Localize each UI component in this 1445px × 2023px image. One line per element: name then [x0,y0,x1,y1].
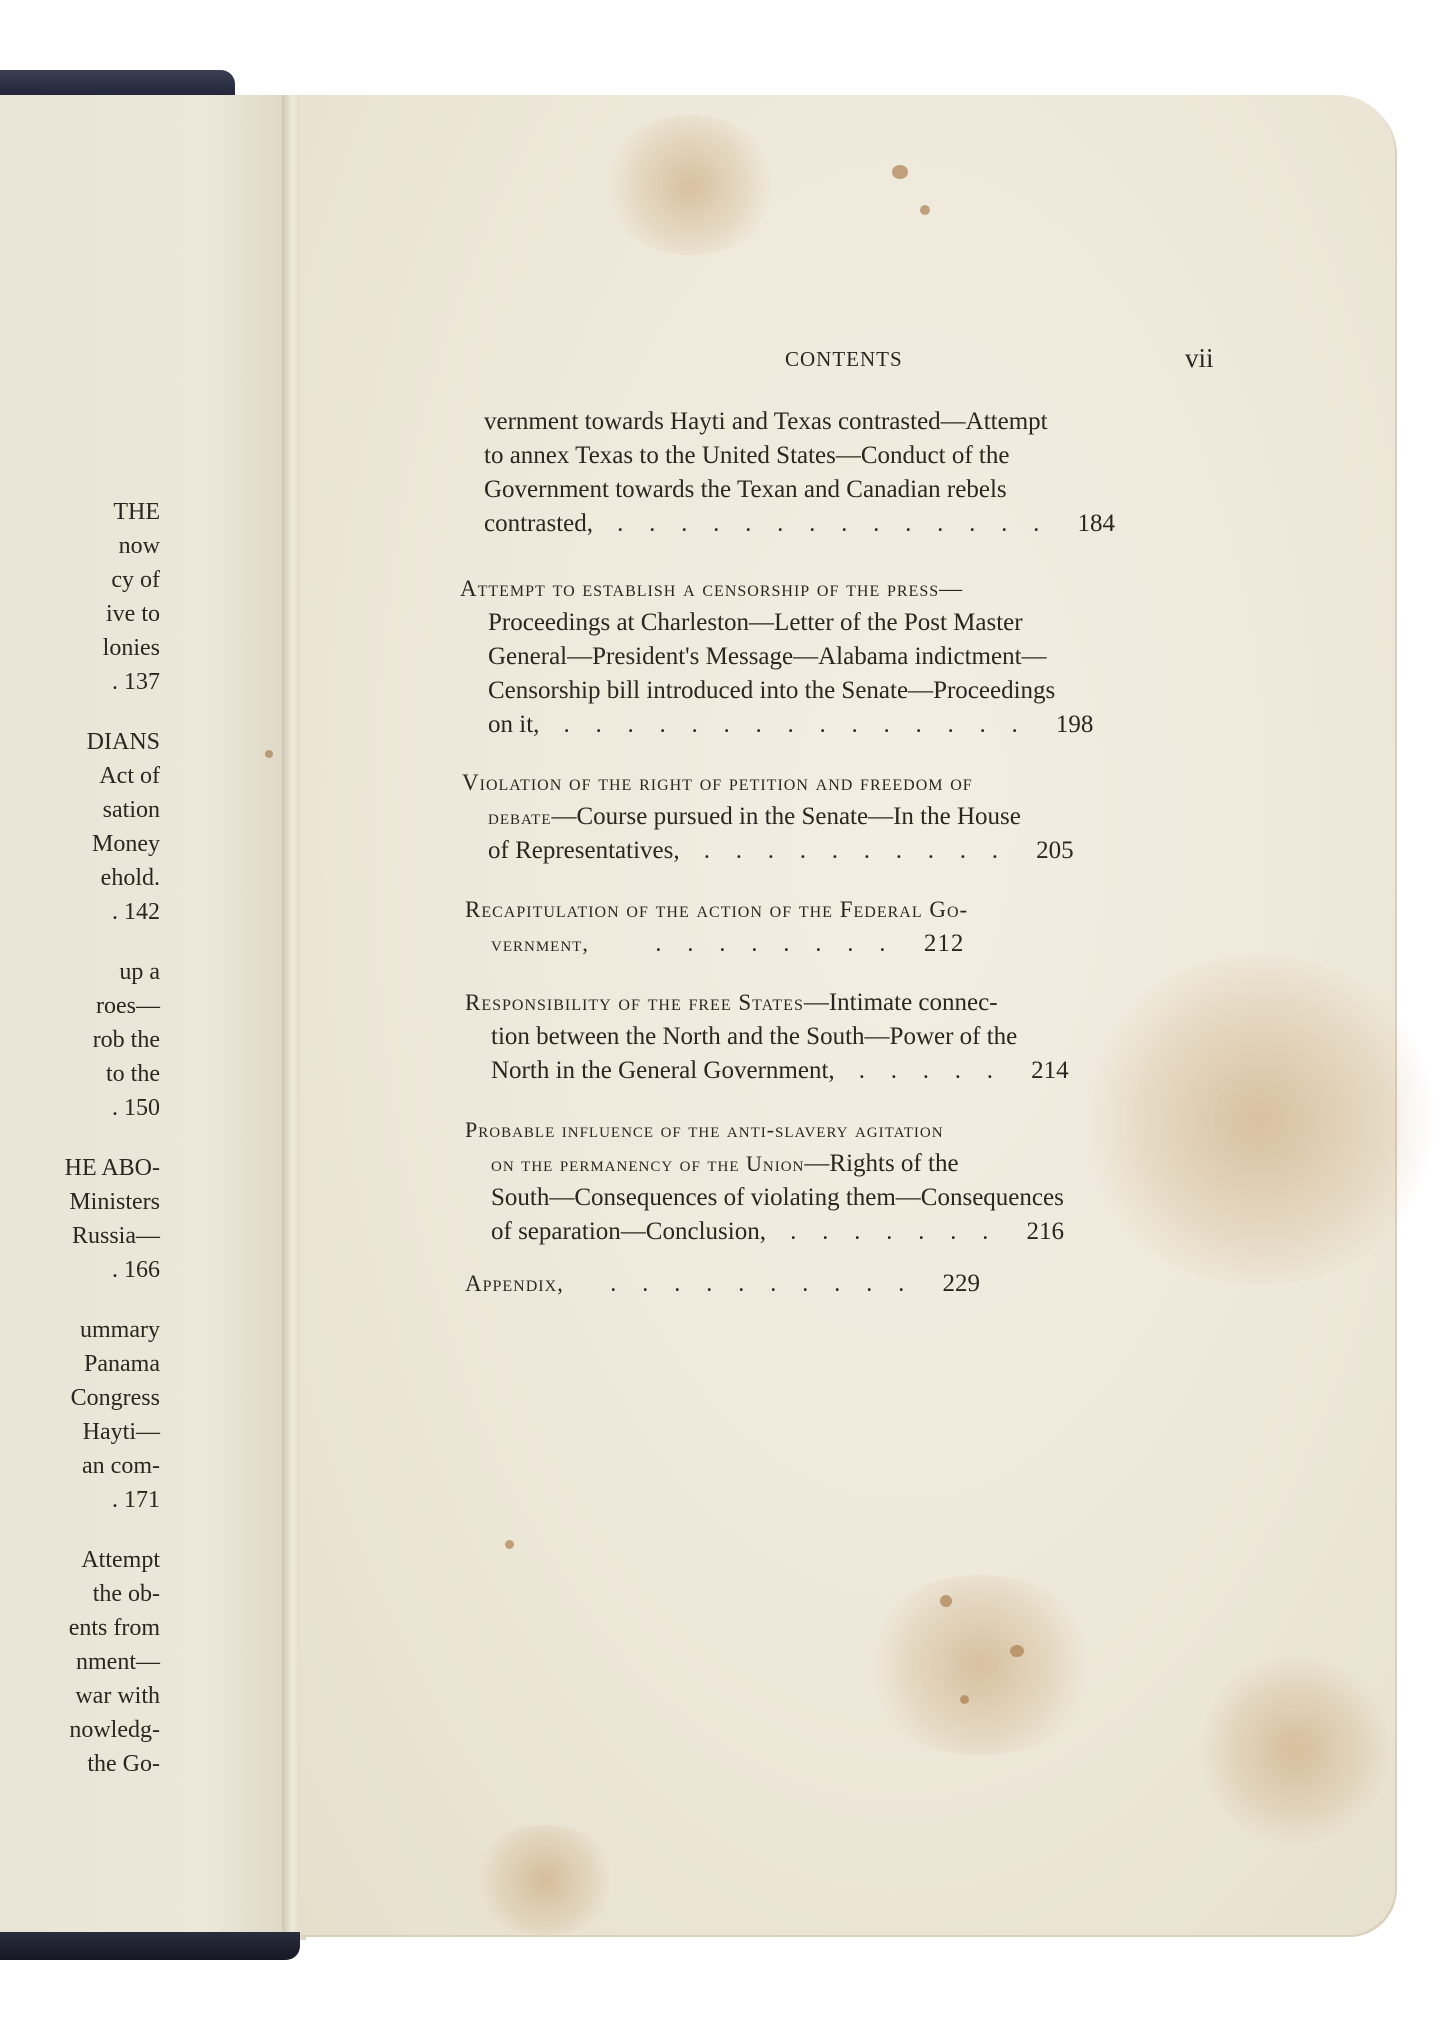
toc-leader-line [465,927,1223,961]
dot-leader: ............... [563,712,1044,738]
toc-line: debate—Course pursued in the Senate—In the House [488,803,1021,830]
left-page-line: Congress [70,1385,160,1411]
toc-leader-line [465,1215,1223,1249]
toc-entry [465,1267,1170,1301]
foxing-spot [940,1595,952,1607]
toc-entry [465,986,1170,1088]
left-page-line: sation [102,797,160,823]
left-page-line: Money [92,831,160,857]
dot-leader: .............. [617,511,1066,537]
left-page-line: war with [75,1683,160,1709]
running-head: CONTENTS [785,347,903,371]
dot-leader: ..... [858,1058,1019,1084]
left-page-line: HE ABO- [64,1155,160,1181]
toc-leader-line [460,708,1220,742]
foxing-spot [1010,1645,1024,1657]
foxing-stain [600,115,780,255]
toc-heading: Responsibility of the free States—Intimate connec- [465,989,998,1016]
toc-page-number: 214 [1031,1057,1069,1084]
left-page-line: roes— [96,993,160,1019]
toc-entry [484,405,1164,541]
dot-leader: ........ [655,931,912,957]
toc-line: on the permanency of the Union—Rights of the [491,1150,959,1177]
toc-last-text: of separation—Conclusion, [491,1218,766,1245]
toc-entry [465,893,1170,961]
left-page-line: Hayti— [82,1419,160,1445]
toc-line: tion between the North and the South—Power of the [491,1023,1018,1050]
toc-page-number: 205 [1036,837,1074,864]
left-page-line: . 137 [112,669,160,695]
left-page-line: nment— [76,1649,160,1675]
left-page-line: . 150 [112,1095,160,1121]
left-page-line: an com- [82,1453,160,1479]
toc-last-text: contrasted, [484,510,593,537]
toc-leader-line [462,834,1220,868]
dot-leader: .......... [610,1271,931,1297]
left-page-line: . 171 [112,1487,160,1513]
toc-leader-line [465,1054,1223,1088]
left-page-line: now [118,533,160,559]
left-page-line: Panama [84,1351,160,1377]
left-page-line: the Go- [87,1751,160,1777]
toc-line: Proceedings at Charleston—Letter of the Post Master [488,609,1023,636]
left-page-line: nowledg- [69,1717,160,1743]
toc-page-number: 212 [923,930,965,957]
left-page-line: . 142 [112,899,160,925]
toc-entry [460,572,1165,742]
left-page-text [0,495,160,1781]
line-gap [0,1287,160,1313]
dot-leader: .......... [703,838,1024,864]
book-cover-bottom-edge [0,1932,300,1960]
foxing-spot [265,750,273,758]
foxing-spot [892,165,908,179]
toc-line: to annex Texas to the United States—Conduct of the [484,442,1010,469]
toc-leader-line [465,1267,1223,1301]
toc-heading: Violation of the right of petition and freedom of [462,770,973,795]
line-gap [0,1125,160,1151]
toc-heading: Attempt to establish a censorship of the press— [460,576,964,601]
foxing-stain [470,1825,620,1935]
toc-page-number: 216 [1026,1218,1064,1245]
left-page [0,95,300,1940]
toc-last-text: of Representatives, [488,837,680,864]
left-page-line: . 166 [112,1257,160,1283]
toc-entry [465,1113,1170,1249]
toc-entry [462,766,1167,868]
foxing-stain [1200,1655,1390,1845]
left-page-line: lonies [102,635,160,661]
toc-page-number: 229 [942,1270,980,1297]
toc-line: South—Consequences of violating them—Consequences [491,1184,1064,1211]
left-page-line: ents from [68,1615,160,1641]
toc-last-text: North in the General Government, [491,1057,835,1084]
left-page-line: Attempt [81,1547,160,1573]
toc-page-number: 184 [1077,510,1115,537]
left-page-line: Russia— [71,1223,160,1249]
toc-page-number: 198 [1055,711,1094,738]
left-page-line: to the [106,1061,160,1087]
left-page-line: up a [119,959,160,985]
left-page-line: the ob- [92,1581,160,1607]
dot-leader: ....... [790,1219,1015,1245]
page-number: vii [1185,343,1214,373]
foxing-stain [860,1575,1100,1755]
toc-last-text: on it, [488,711,540,738]
left-page-line: ummary [80,1317,160,1343]
foxing-spot [960,1695,969,1704]
toc-leader-line [484,507,1219,541]
toc-line: Censorship bill introduced into the Senate—Proceedings [488,677,1056,704]
line-gap [0,699,160,725]
left-page-line: ehold. [100,865,160,891]
left-page-line: DIANS [86,729,160,755]
line-gap [0,1517,160,1543]
toc-line: vernment towards Hayti and Texas contrasted—Attempt [484,408,1048,435]
toc-line: Government towards the Texan and Canadian rebels [484,476,1007,503]
left-page-line: rob the [92,1027,160,1053]
foxing-spot [505,1540,514,1549]
toc-last-text: vernment, [491,931,589,956]
left-page-line: ive to [106,601,160,627]
left-page-line: cy of [111,567,160,593]
toc-heading: Recapitulation of the action of the Federal Go- [465,897,969,922]
toc-line: General—President's Message—Alabama indictment— [488,643,1047,670]
toc-last-text: Appendix, [465,1271,564,1296]
toc-heading: Probable influence of the anti-slavery agitation [465,1117,944,1142]
left-page-line: THE [113,499,160,525]
foxing-spot [920,205,930,215]
left-page-line: Act of [99,763,160,789]
left-page-line: Ministers [69,1189,160,1215]
line-gap [0,929,160,955]
